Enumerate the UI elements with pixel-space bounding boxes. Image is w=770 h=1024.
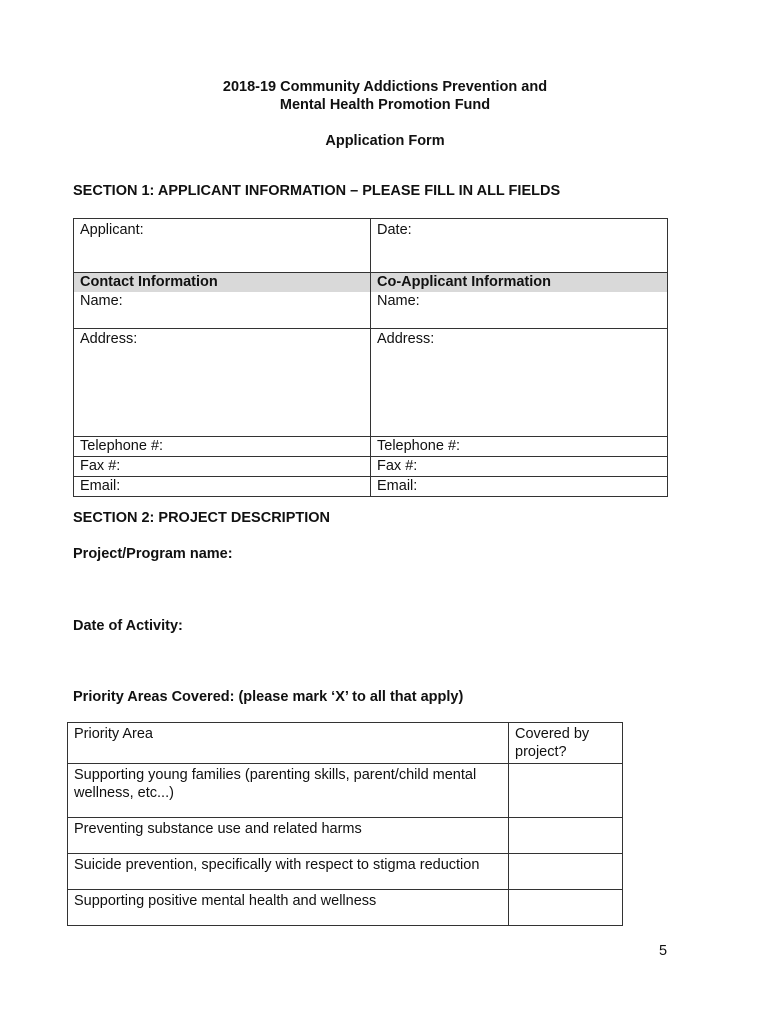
covered-checkbox-cell[interactable] xyxy=(509,854,623,890)
project-name-label: Project/Program name: xyxy=(73,546,233,562)
applicant-label: Applicant: xyxy=(80,222,144,238)
covered-checkbox-cell[interactable] xyxy=(509,890,623,926)
covered-checkbox-cell[interactable] xyxy=(509,764,623,818)
co-applicant-telephone-field[interactable] xyxy=(371,436,668,456)
fax-label: Fax #: xyxy=(377,457,418,474)
covered-checkbox-cell[interactable] xyxy=(509,818,623,854)
section-1-heading: SECTION 1: APPLICANT INFORMATION – PLEASE FILL IN ALL FIELDS xyxy=(73,183,561,199)
applicant-information-table xyxy=(73,218,668,497)
contact-address-field[interactable] xyxy=(74,328,371,436)
priority-area-row-label: Preventing substance use and related harms xyxy=(68,818,509,854)
address-label: Address: xyxy=(377,330,435,347)
fax-label: Fax #: xyxy=(80,457,121,474)
section-2-heading: SECTION 2: PROJECT DESCRIPTION xyxy=(73,510,331,526)
priority-area-column-header: Priority Area xyxy=(68,723,509,764)
address-label: Address: xyxy=(80,330,138,347)
priority-area-row-label: Suicide prevention, specifically with respect to stigma reduction xyxy=(68,854,509,890)
email-label: Email: xyxy=(80,477,121,494)
telephone-label: Telephone #: xyxy=(80,437,164,454)
contact-telephone-field[interactable] xyxy=(74,436,371,456)
contact-information-header: Contact Information xyxy=(74,273,371,293)
priority-areas-heading: Priority Areas Covered: (please mark ‘X’ to all that apply) xyxy=(73,689,464,705)
telephone-label: Telephone #: xyxy=(377,437,461,454)
contact-email-field[interactable] xyxy=(74,476,371,496)
co-applicant-information-header: Co-Applicant Information xyxy=(371,273,668,293)
applicant-field[interactable] xyxy=(74,219,371,273)
date-of-activity-label: Date of Activity: xyxy=(73,618,183,634)
priority-areas-table xyxy=(67,722,623,926)
co-applicant-email-field[interactable] xyxy=(371,476,668,496)
co-applicant-fax-field[interactable] xyxy=(371,456,668,476)
date-field[interactable] xyxy=(371,219,668,273)
priority-area-row-label: Supporting young families (parenting skills, parent/child mental wellness, etc...) xyxy=(68,764,509,818)
co-applicant-address-field[interactable] xyxy=(371,328,668,436)
email-label: Email: xyxy=(377,477,418,494)
contact-fax-field[interactable] xyxy=(74,456,371,476)
document-title-line-1: 2018-19 Community Addictions Prevention and xyxy=(222,79,548,95)
contact-name-field[interactable] xyxy=(74,292,371,328)
priority-area-row-label: Supporting positive mental health and wellness xyxy=(68,890,509,926)
covered-column-header: Covered by project? xyxy=(509,723,623,764)
form-title: Application Form xyxy=(325,133,445,149)
co-applicant-name-field[interactable] xyxy=(371,292,668,328)
document-title-line-2: Mental Health Promotion Fund xyxy=(279,97,491,113)
page-number: 5 xyxy=(659,943,668,959)
name-label: Name: xyxy=(80,293,123,309)
date-label: Date: xyxy=(377,222,412,238)
name-label: Name: xyxy=(377,293,420,309)
